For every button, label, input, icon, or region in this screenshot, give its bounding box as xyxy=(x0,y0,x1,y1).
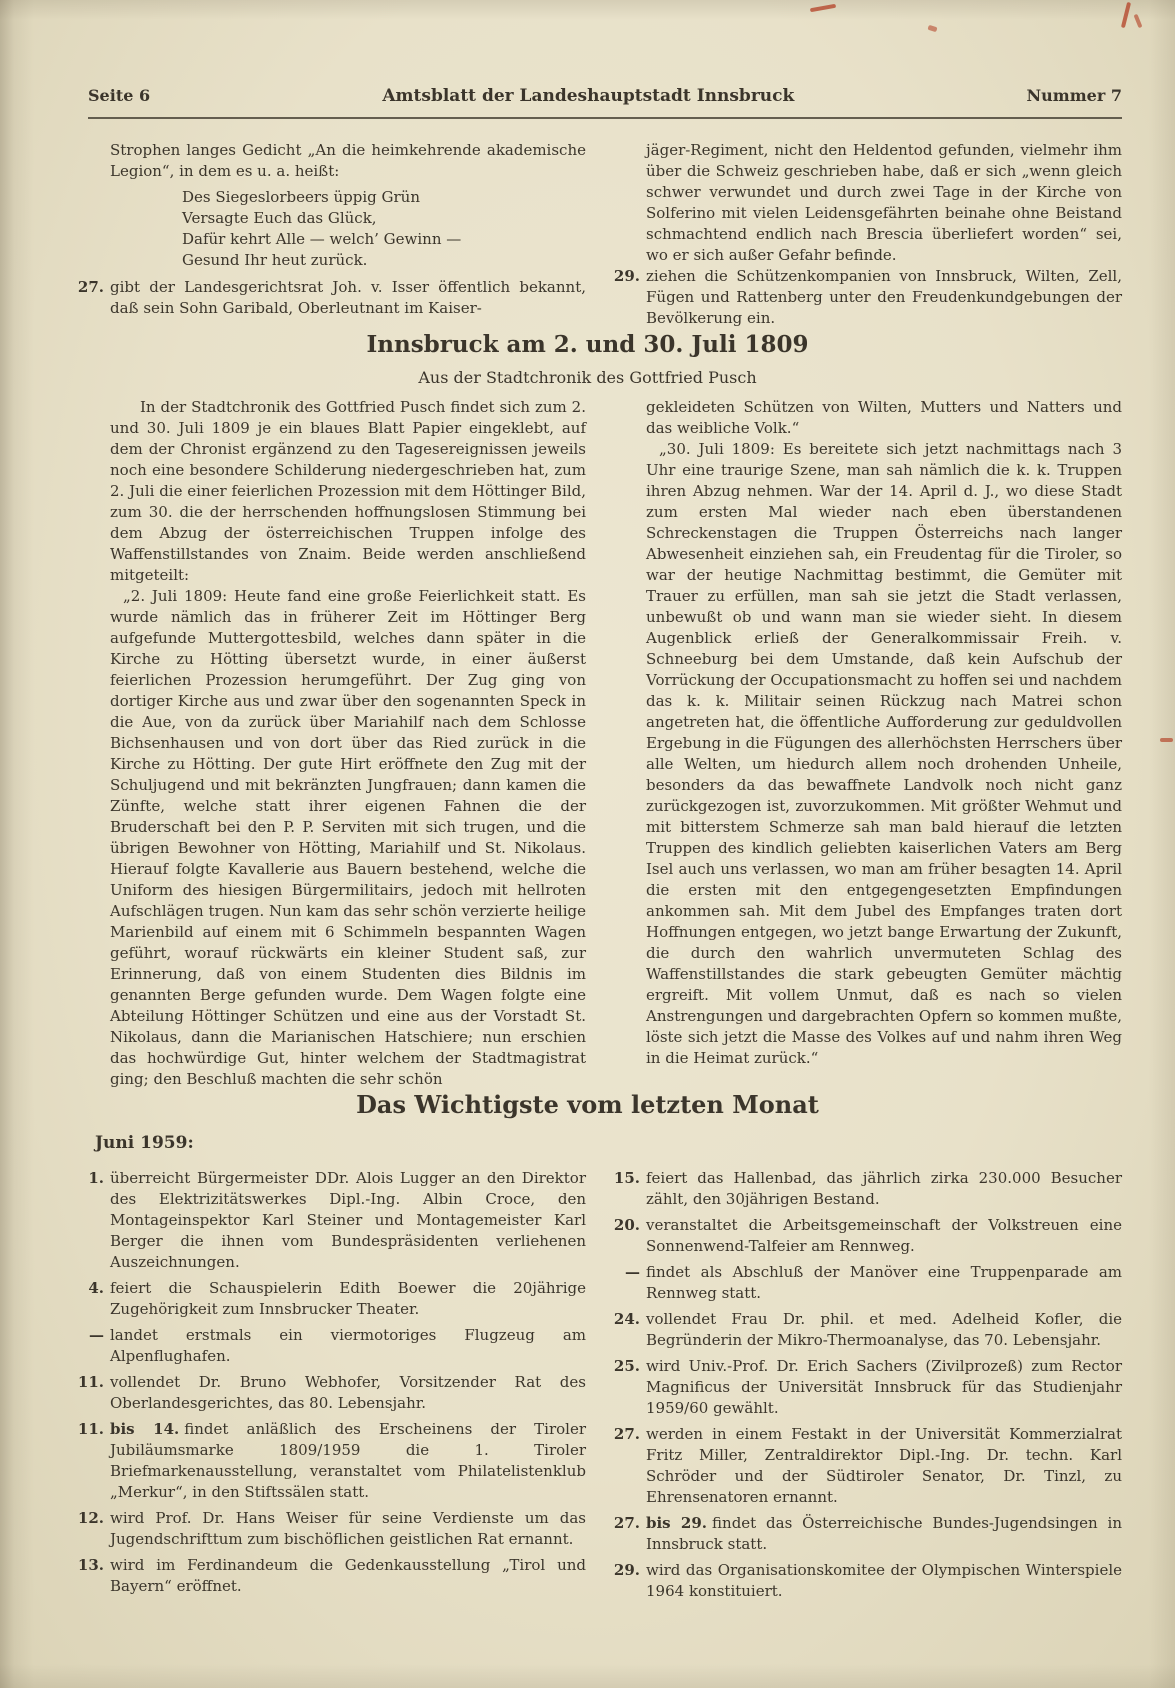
item-text: wird das Organisationskomitee der Olympischen Winterspiele 1964 konstituiert. xyxy=(646,1561,1122,1600)
paragraph: gekleideten Schützen von Wilten, Mutters und Natters und das weibliche Volk.“ xyxy=(646,398,1122,437)
item-number-range: bis 14. xyxy=(110,1420,180,1438)
scan-mark xyxy=(810,4,836,12)
chronicle-left-column xyxy=(110,397,586,1090)
paragraph: „30. Juli 1809: Es bereitete sich jetzt nachmittags nach 3 Uhr eine traurige Szene, man sah nämlich die k. k. Truppen ihren Abzug nehmen. War der 14. April d. J., wo diese Stadt zum ersten Mal wieder nach eben überstandenen Schreckenstagen die Truppen Österreichs nach langer Abwesenheit einziehen sah, ein Freudentag für die Tiroler, so war der heutige Nachmittag bestimmt, die Gemüter mit Trauer zu erfüllen, man sah sie jetzt die Stadt verlassen, unbewußt ob und wann man sie wieder sieht. In diesem Augenblick erließ der Generalkommissair Freih. v. Schneeburg bei dem Umstande, daß kein Aufschub der Vorrückung der Occupationsmacht zu hoffen sei und nachdem das k. k. Militair seinen Rückzug nach Matrei schon angetreten hat, die öffentliche Aufforderung zur geduldvollen Ergebung in die Fügungen des allerhöchsten Herrschers über alle Welten, um hiedurch allem noch drohenden Unheile, besonders da das bewaffnete Landvolk noch nicht ganz zurückgezogen ist, zuvorzukommen. Mit größter Wehmut und mit bitterstem Schmerze sah man bald hierauf die letzten Truppen des kindlich geliebten kaiserlichen Vaters am Berg Isel auch uns verlassen, wo man am früher besagten 14. April die ersten mit den entgegengesetzten Empfindungen ankommen sah. Mit dem Jubel des Empfanges traten dort Hoffnungen entgegen, wo jetzt bange Erwartung der Zukunft, die durch den wahrlich unvermuteten Schlag des Waffenstillstandes die stark gebeugten Gemüter mächtig ergreift. Mit vollem Unmut, daß es nach so vielen Anstrengungen und dargebrachten Opfern so kommen mußte, löste sich jetzt die Masse des Volkes auf und nahm ihren Weg in die Heimat zurück.“ xyxy=(646,440,1122,1067)
item-number: 11. xyxy=(77,1373,104,1391)
scan-mark xyxy=(1134,14,1143,28)
running-head xyxy=(88,86,1122,106)
list-item xyxy=(89,1325,586,1367)
chronicle-entry xyxy=(77,277,586,319)
item-text: veranstaltet die Arbeitsgemeinschaft der Volkstreuen eine Sonnenwend-Talfeier am Rennweg. xyxy=(646,1216,1122,1255)
list-item xyxy=(613,1215,1122,1257)
page-number: Seite 6 xyxy=(88,86,151,105)
item-number: 27. xyxy=(613,1425,640,1443)
item-text: feiert die Schauspielerin Edith Boewer die 20jährige Zugehörigkeit zum Innsbrucker Theater. xyxy=(110,1279,586,1318)
item-number: 11. xyxy=(77,1420,104,1438)
item-number: 25. xyxy=(613,1357,640,1375)
article-title: Innsbruck am 2. und 30. Juli 1809 xyxy=(366,331,809,358)
list-item xyxy=(77,1508,586,1550)
item-text: werden in einem Festakt in der Universität Kommerzialrat Fritz Miller, Zentraldirektor Dipl.-Ing. Dr. techn. Karl Schröder und der Südtiroler Senator, Dr. Tinzl, zu Ehrensenatoren ernannt. xyxy=(646,1425,1122,1506)
paragraph: „2. Juli 1809: Heute fand eine große Feierlichkeit statt. Es wurde nämlich das in früherer Zeit im Höttinger Berg aufgefunde Muttergottesbild, welches dann später in die Kirche zu Hötting übersetzt wurde, in einer äußerst feierlichen Prozession herumgeführt. Der Zug ging von dortiger Kirche aus und zwar über den sogenannten Speck in die Aue, von da zurück über Mariahilf nach dem Schlosse Bichsenhausen und von dort über das Ried zurück in die Kirche zu Hötting. Der gute Hirt eröffnete den Zug mit der Schuljugend und mit bekränzten Jungfrauen; dann kamen die Zünfte, welche statt ihrer eigenen Fahnen die der Bruderschaft bei den P. P. Serviten mit sich trugen, und die übrigen Bewohner von Hötting, Mariahilf und St. Nikolaus. Hierauf folgte Kavallerie aus Bauern bestehend, welche die Uniform des hiesigen Bürgermilitairs, jedoch mit hellroten Aufschlägen trugen. Nun kam das sehr schön verzierte heilige Marienbild auf einem mit 6 Schimmeln bespannten Wagen geführt, worauf rückwärts ein kleiner Student saß, zur Erinnerung, daß von einem Studenten dies Bildnis im genannten Berge gefunden wurde. Dem Wagen folgte eine Abteilung Höttinger Schützen und eine aus der Vorstadt St. Nikolaus, dann die Marianischen Hatschiere; nun erschien das hochwürdige Gut, hinter welchem der Stadtmagistrat ging; den Beschluß machten die sehr schön xyxy=(110,587,586,1088)
item-number-range: bis 29. xyxy=(646,1514,708,1532)
item-text: wird Prof. Dr. Hans Weiser für seine Verdienste um das Jugendschrifttum zum bischöflichen geistlichen Rat ernannt. xyxy=(110,1509,586,1548)
list-item xyxy=(613,1309,1122,1351)
item-number: 12. xyxy=(77,1509,104,1527)
item-number: 13. xyxy=(77,1556,104,1574)
top-left-column xyxy=(77,140,586,334)
entry-day: 27. xyxy=(77,278,104,296)
poem-line: Dafür kehrt Alle — welch’ Gewinn — xyxy=(182,230,462,248)
issue-number: Nummer 7 xyxy=(1026,86,1122,105)
list-item xyxy=(613,1168,1122,1210)
item-text: vollendet Dr. Bruno Webhofer, Vorsitzender Rat des Oberlandesgerichtes, das 80. Lebensjahr. xyxy=(110,1373,586,1412)
item-number: 29. xyxy=(613,1561,640,1579)
poem xyxy=(182,187,586,271)
scan-mark xyxy=(1121,2,1131,28)
poem-line: Gesund Ihr heut zurück. xyxy=(182,251,368,269)
item-number: 15. xyxy=(613,1169,640,1187)
item-number: 4. xyxy=(88,1279,104,1297)
item-text: findet anläßlich des Erscheinens der Tiroler Jubiläumsmarke 1809/1959 die 1. Tiroler Briefmarkenausstellung, veranstaltet vom Philatelistenklub „Merkur“, in den Stiftssälen statt. xyxy=(110,1420,586,1501)
poem-line: Versagte Euch das Glück, xyxy=(182,209,377,227)
header-rule xyxy=(88,117,1122,119)
item-text: findet das Österreichische Bundes-Jugendsingen in Innsbruck statt. xyxy=(646,1514,1122,1553)
paragraph: Strophen langes Gedicht „An die heimkehrende akademische Legion“, in dem es u. a. heißt: xyxy=(110,141,586,180)
monthly-left-column xyxy=(77,1168,586,1678)
monthly-right-column xyxy=(613,1168,1122,1678)
item-number: 27. xyxy=(613,1514,640,1532)
article-subtitle: Aus der Stadtchronik des Gottfried Pusch xyxy=(418,368,757,387)
entry-text: ziehen die Schützenkompanien von Innsbruck, Wilten, Zell, Fügen und Rattenberg unter den Freudenkundgebungen der Bevölkerung ein. xyxy=(646,267,1122,327)
item-text: vollendet Frau Dr. phil. et med. Adelheid Kofler, die Begründerin der Mikro-Thermoanalyse, das 70. Lebensjahr. xyxy=(646,1310,1122,1349)
item-text: findet als Abschluß der Manöver eine Truppenparade am Rennweg statt. xyxy=(646,1263,1122,1302)
item-text: feiert das Hallenbad, das jährlich zirka 230.000 Besucher zählt, den 30jährigen Bestand. xyxy=(646,1169,1122,1208)
item-text: wird Univ.-Prof. Dr. Erich Sachers (Zivilprozeß) zum Rector Magnificus der Universität Innsbruck für das Studienjahr 1959/60 gewählt. xyxy=(646,1357,1122,1417)
list-item xyxy=(77,1419,586,1503)
chronicle-section xyxy=(110,397,1122,1088)
list-item xyxy=(613,1560,1122,1602)
scan-mark xyxy=(927,25,937,33)
monthly-section xyxy=(77,1168,1122,1678)
list-item xyxy=(88,1168,586,1273)
month-label: Juni 1959: xyxy=(95,1133,194,1153)
scan-mark xyxy=(1160,738,1173,742)
paragraph: In der Stadtchronik des Gottfried Pusch findet sich zum 2. und 30. Juli 1809 je ein blaues Blatt Papier eingeklebt, auf dem der Chronist ergänzend zu den Tagesereignissen jeweils noch eine besondere Schilderung niedergeschrieben hat, zum 2. Juli die einer feierlichen Prozession mit dem Höttinger Bild, zum 30. die der herrschenden hoffnungslosen Stimmung bei dem Abzug der österreichischen Truppen infolge des Waffenstillstandes von Znaim. Beide werden anschließend mitgeteilt: xyxy=(110,398,586,584)
chronicle-right-column xyxy=(646,397,1122,1090)
entry-text: gibt der Landesgerichtsrat Joh. v. Isser öffentlich bekannt, daß sein Sohn Garibald, Oberleutnant im Kaiser- xyxy=(110,278,586,317)
item-text: überreicht Bürgermeister DDr. Alois Lugger an den Direktor des Elektrizitätswerkes Dipl.-Ing. Albin Croce, den Montageinspektor Karl Steiner und Montagemeister Karl Berger die ihnen vom Bundespräsidenten verliehenen Auszeichnungen. xyxy=(110,1169,586,1271)
item-number: 1. xyxy=(88,1169,104,1187)
item-number: — xyxy=(625,1263,640,1281)
top-right-column xyxy=(613,140,1122,334)
masthead-title: Amtsblatt der Landeshauptstadt Innsbruck xyxy=(382,86,795,106)
chronicle-entry xyxy=(613,266,1122,329)
item-text: wird im Ferdinandeum die Gedenkausstellung „Tirol und Bayern“ eröffnet. xyxy=(110,1556,586,1595)
list-item xyxy=(613,1424,1122,1508)
entry-day: 29. xyxy=(613,267,640,285)
list-item xyxy=(613,1513,1122,1555)
list-item xyxy=(88,1278,586,1320)
item-number: 24. xyxy=(613,1310,640,1328)
paragraph: jäger-Regiment, nicht den Heldentod gefunden, vielmehr ihm über die Schweiz geschrieben habe, daß er sich „wenn gleich schwer verwundet und durch zwei Tage in der Kirche von Solferino mit vielen Leidensgefährten beinahe ohne Beistand schmachtend endlich nach Brescia überliefert worden“ sei, wo er sich außer Gefahr befinde. xyxy=(646,141,1122,264)
list-item xyxy=(625,1262,1122,1304)
poem-line: Des Siegeslorbeers üppig Grün xyxy=(182,188,420,206)
item-text: landet erstmals ein viermotoriges Flugzeug am Alpenflughafen. xyxy=(110,1326,586,1365)
item-number: — xyxy=(89,1326,104,1344)
monthly-title: Das Wichtigste vom letzten Monat xyxy=(356,1090,819,1119)
list-item xyxy=(77,1555,586,1597)
list-item xyxy=(77,1372,586,1414)
list-item xyxy=(613,1356,1122,1419)
item-number: 20. xyxy=(613,1216,640,1234)
top-section xyxy=(77,140,1122,334)
